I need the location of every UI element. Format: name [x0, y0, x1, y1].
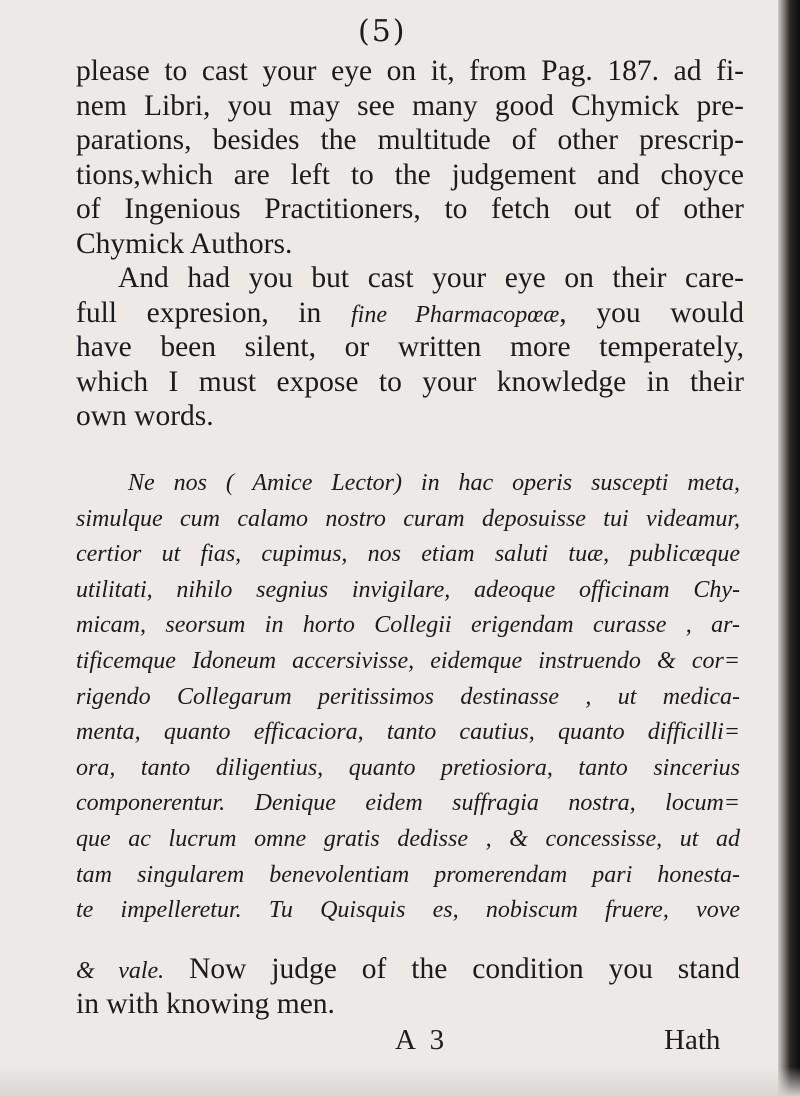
quotation-line1: Ne nos ( Amice Lector) in hac operis suscepti meta, — [128, 470, 740, 496]
quotation-line6: tificemque Idoneum accersivisse, eidemque instruendo & cor= — [76, 647, 740, 674]
latin-quotation — [76, 466, 740, 929]
closing-line1-rest: Now judge of the condition you stand — [164, 953, 741, 985]
paragraph1-line3: parations, besides the multitude of other prescrip- — [76, 124, 744, 156]
page-number: (5) — [358, 14, 407, 49]
quotation-line7: rigendo Collegarum peritissimos destinasse , ut medica- — [76, 683, 740, 710]
closing-line1 — [76, 952, 740, 987]
page-bottom-shade — [0, 1067, 800, 1097]
paragraph2-line2 — [76, 296, 744, 331]
paragraph2-line4: which I must expose to your knowledge in their — [76, 365, 744, 398]
signature-mark: A 3 — [395, 1024, 449, 1056]
quotation-line10: componerentur. Denique eidem suffragia nostra, locum= — [76, 790, 740, 817]
quotation-line2: simulque cum calamo nostro curam deposuisse tui videamur, — [76, 505, 740, 532]
paragraph1-line1: please to cast your eye on it, from Pag. 187. ad fi- — [76, 55, 744, 87]
closing-line2: in with knowing men. — [76, 988, 335, 1020]
paragraph2-line5: own words. — [76, 400, 214, 432]
paragraph2-line2-end: , you would — [559, 296, 744, 329]
paragraph1-line5: of Ingenious Practitioners, to fetch out of other — [76, 193, 744, 225]
paragraph2-line3: have been silent, or written more temperately, — [76, 331, 744, 363]
closing-text — [76, 952, 740, 1022]
page-edge-shadow — [778, 0, 800, 1097]
quotation-line4: utilitati, nihilo segnius invigilare, adeoque officinam Chy- — [76, 576, 740, 603]
quotation-line12: tam singularem benevolentiam promerendam pari honesta- — [76, 861, 740, 888]
quotation-line11: que ac lucrum omne gratis dedisse , & concessisse, ut ad — [76, 825, 740, 852]
paragraph1-line6: Chymick Authors. — [76, 227, 293, 260]
paragraph2-line2-start: full expresion, in — [76, 296, 351, 329]
quotation-line13: te impelleretur. Tu Quisquis es, nobiscum fruere, vove — [76, 897, 740, 924]
body-text-roman — [76, 54, 744, 434]
quotation-line5: micam, seorsum in horto Collegii erigendam curasse , ar- — [76, 612, 740, 639]
catchword: Hath — [664, 1024, 721, 1056]
pharmacopoeia-title: fine Pharmacopœæ — [350, 301, 560, 328]
paragraph1-line4: tions,which are left to the judgement and choyce — [76, 158, 744, 191]
paragraph1-line2: nem Libri, you may see many good Chymick pre- — [76, 89, 744, 122]
quotation-line8: menta, quanto efficaciora, tanto cautius, quanto difficilli= — [76, 719, 740, 746]
quotation-line3: certior ut fias, cupimus, nos etiam saluti tuæ, publicæque — [76, 541, 740, 568]
closing-latin-vale: & vale. — [76, 958, 165, 984]
paragraph2-line1: And had you but cast your eye on their care- — [118, 262, 744, 294]
quotation-line9: ora, tanto diligentius, quanto pretiosiora, tanto sincerius — [76, 754, 740, 781]
